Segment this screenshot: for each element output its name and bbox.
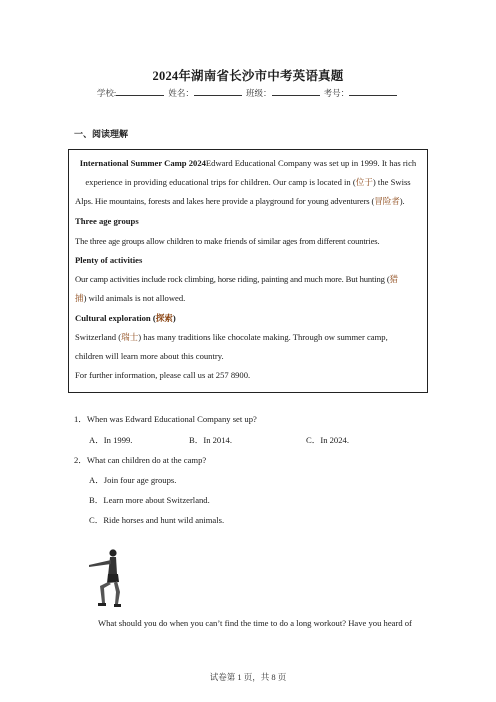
squat-figure-image: [86, 548, 124, 610]
question-1-stem: 1．When was Edward Educational Company set up?: [74, 414, 257, 424]
name-label: 姓名：: [168, 88, 194, 98]
question-2-option-b[interactable]: B．Learn more about Switzerland.: [89, 495, 210, 505]
passage-title: International Summer Camp 2024: [79, 158, 206, 168]
school-label: 学校:: [96, 88, 117, 98]
question-2-stem: 2．What can children do at the camp?: [74, 455, 207, 465]
number-blank[interactable]: [349, 87, 397, 96]
student-info-line: [0, 87, 496, 99]
question-2-option-c[interactable]: C．Ride horses and hunt wild animals.: [89, 515, 225, 525]
paragraph-age-groups: The three age groups allow children to make friends of similar ages from different countries.: [75, 236, 380, 246]
school-blank[interactable]: [116, 87, 164, 96]
paragraph-activities-line-2: 捕) wild animals is not allowed.: [75, 293, 186, 303]
class-label: 班级：: [245, 88, 272, 98]
name-blank[interactable]: [194, 87, 242, 96]
question-1-option-c[interactable]: C．In 2024.: [306, 435, 349, 445]
passage-box: [68, 149, 428, 393]
next-passage-first-line: What should you do when you can’t find the time to do a long workout? Have you heard of: [98, 618, 412, 628]
heading-three-age-groups: Three age groups: [75, 216, 139, 226]
heading-cultural-exploration: Cultural exploration (探索): [75, 313, 176, 323]
passage-line-2: experience in providing educational trips for children. Our camp is located in (位于) the Swiss: [85, 177, 411, 187]
question-2-option-a[interactable]: A．Join four age groups.: [89, 475, 177, 485]
passage-line-1: International Summer Camp 2024Edward Educational Company was set up in 1999. It has rich: [79, 158, 417, 168]
passage-line-3: Alps. Hie mountains, forests and lakes here provide a playground for young adventurers (冒险者).: [75, 196, 405, 206]
question-1-option-b[interactable]: B．In 2014.: [189, 435, 232, 445]
paragraph-activities-line-1: Our camp activities include rock climbing, horse riding, painting and much more. But hunting (猎: [75, 274, 398, 284]
class-blank[interactable]: [272, 87, 320, 96]
paragraph-culture-line-1: Switzerland (瑞士) has many traditions like chocolate making. Through ow summer camp,: [75, 332, 388, 342]
exam-title: 2024年湖南省长沙市中考英语真题: [152, 69, 344, 83]
section-heading: 一、阅读理解: [74, 129, 129, 139]
paragraph-culture-line-2: children will learn more about this country.: [75, 351, 224, 361]
paragraph-contact: For further information, please call us at 257 8900.: [75, 370, 251, 380]
question-1-option-a[interactable]: A．In 1999.: [89, 435, 133, 445]
heading-activities: Plenty of activities: [75, 255, 143, 265]
number-label: 考号：: [323, 88, 350, 98]
page-footer: 试卷第 1 页，共 8 页: [209, 672, 287, 682]
